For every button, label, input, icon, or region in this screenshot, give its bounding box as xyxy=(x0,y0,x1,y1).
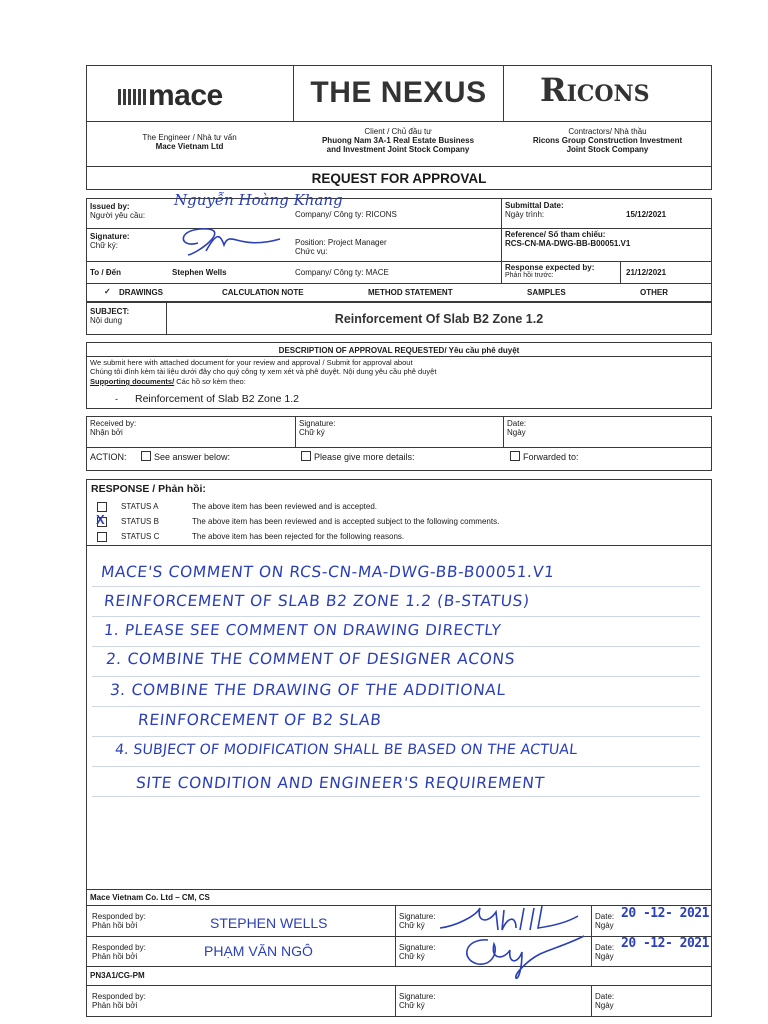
to-label: To / Đến xyxy=(90,268,121,277)
to-name: Stephen Wells xyxy=(172,268,227,277)
received-frame xyxy=(86,416,712,471)
responded-by-label-3: Responded by: Phản hồi bởi xyxy=(92,992,146,1010)
more-details-checkbox[interactable] xyxy=(301,451,311,461)
comment-line-7: 4. SUBJECT OF MODIFICATION SHALL BE BASED ON THE ACTUAL xyxy=(114,742,578,758)
signoff-signature-label-3: Signature: Chữ ký xyxy=(399,992,436,1010)
signoff-date-2: 20 -12- 2021 xyxy=(621,936,709,951)
status-c-label: STATUS C xyxy=(121,532,160,541)
status-b-desc: The above item has been reviewed and is accepted subject to the following comments. xyxy=(192,517,500,526)
response-title: RESPONSE / Phản hồi: xyxy=(91,483,206,495)
project-name: THE NEXUS xyxy=(310,76,487,109)
submittal-date-label: Submittal Date: Ngày trình: xyxy=(505,201,564,219)
responder-name-1: STEPHEN WELLS xyxy=(210,915,328,931)
forwarded-label: Forwarded to: xyxy=(523,452,579,462)
supporting-doc-item: Reinforcement of Slab B2 Zone 1.2 xyxy=(135,393,300,405)
signature-label: Signature: Chữ ký: xyxy=(90,232,130,250)
forwarded-checkbox[interactable] xyxy=(510,451,520,461)
status-a-checkbox[interactable] xyxy=(97,502,107,512)
signoff-date-1: 20 -12- 2021 xyxy=(621,906,709,921)
comment-line-3: 1. PLEASE SEE COMMENT ON DRAWING DIRECTLY xyxy=(103,621,503,639)
comment-line-2: REINFORCEMENT OF SLAB B2 ZONE 1.2 (B-STATUS) xyxy=(103,592,531,610)
description-line-1: We submit here with attached document for your review and approval / Submit for approval about xyxy=(90,358,413,367)
comment-line-5: 3. COMBINE THE DRAWING OF THE ADDITIONAL xyxy=(109,681,507,699)
action-label: ACTION: xyxy=(90,452,127,462)
responded-by-label-2: Responded by: Phản hồi bởi xyxy=(92,943,146,961)
see-answer-label: See answer below: xyxy=(154,452,231,462)
type-method-statement: METHOD STATEMENT xyxy=(368,288,453,297)
signoff-org-1: Mace Vietnam Co. Ltd – CM, CS xyxy=(90,893,210,902)
issuer-handwritten-name: Nguyễn Hoàng Khang xyxy=(174,191,343,209)
client-block: Client / Chủ đầu tư Phuong Nam 3A-1 Real Estate Business and Investment Joint Stock Company xyxy=(321,127,475,154)
subject-label: SUBJECT: Nội dung xyxy=(90,307,130,325)
response-expected-label: Response expected by: Phản hồi trước: xyxy=(505,263,595,279)
engineer-block: The Engineer / Nhà tư vấn Mace Vietnam Ltd xyxy=(142,133,237,151)
status-a-label: STATUS A xyxy=(121,502,159,511)
company-to: Company/ Công ty: MACE xyxy=(295,268,389,277)
reference-block: Reference/ Số tham chiếu: RCS-CN-MA-DWG-BB-B00051.V1 xyxy=(505,230,631,248)
description-line-2: Chúng tôi đính kèm tài liệu dưới đây cho quý công ty xem xét và phê duyệt. Nội dung yêu cầu phê duyệt xyxy=(90,367,437,376)
submittal-date: 15/12/2021 xyxy=(626,210,667,219)
more-details-label: Please give more details: xyxy=(314,452,415,462)
signoff-date-label-1: Date: Ngày xyxy=(595,912,615,930)
signoff-signature-label-2: Signature: Chữ ký xyxy=(399,943,436,961)
comment-line-6: REINFORCEMENT OF B2 SLAB xyxy=(137,711,383,729)
type-other: OTHER xyxy=(640,288,668,297)
comment-line-8: SITE CONDITION AND ENGINEER'S REQUIREMENT xyxy=(135,774,546,792)
received-by-label: Received by: Nhận bởi xyxy=(90,419,137,437)
status-c-checkbox[interactable] xyxy=(97,532,107,542)
status-c-desc: The above item has been rejected for the following reasons. xyxy=(192,532,405,541)
responder-name-2: PHẠM VĂN NGÔ xyxy=(204,943,313,959)
response-expected-date: 21/12/2021 xyxy=(626,268,667,277)
responded-by-label-1: Responded by: Phản hồi bởi xyxy=(92,912,146,930)
see-answer-checkbox[interactable] xyxy=(141,451,151,461)
type-samples: SAMPLES xyxy=(527,288,566,297)
position-block: Position: Project Manager Chức vụ: xyxy=(295,238,387,256)
ricons-logo: Ricons xyxy=(540,71,650,109)
responder-signature-2 xyxy=(458,930,588,982)
description-title: DESCRIPTION OF APPROVAL REQUESTED/ Yêu cầu phê duyệt xyxy=(278,346,520,355)
status-b-label: STATUS B xyxy=(121,517,159,526)
status-a-desc: The above item has been reviewed and is accepted. xyxy=(192,502,378,511)
issued-by-label: Issued by: Người yêu cầu: xyxy=(90,202,146,220)
status-b-mark-icon: X xyxy=(96,512,105,527)
issuer-signature xyxy=(168,221,288,261)
signoff-date-label-3: Date: Ngày xyxy=(595,992,615,1010)
comment-line-4: 2. COMBINE THE COMMENT OF DESIGNER ACONS xyxy=(105,650,517,668)
signoff-date-label-2: Date: Ngày xyxy=(595,943,615,961)
supporting-doc-dash: - xyxy=(115,394,118,404)
type-drawings: DRAWINGS xyxy=(119,288,163,297)
drawings-check-icon: ✓ xyxy=(104,287,111,296)
supporting-documents: Supporting documents/ Các hồ sơ kèm theo: xyxy=(90,377,246,386)
form-title: REQUEST FOR APPROVAL xyxy=(311,171,487,186)
company-issuer: Company/ Công ty: RICONS xyxy=(295,210,397,219)
subject-value: Reinforcement Of Slab B2 Zone 1.2 xyxy=(334,312,544,326)
comment-line-1: MACE'S COMMENT ON RCS-CN-MA-DWG-BB-B00051.V1 xyxy=(100,563,556,581)
signoff-signature-label-1: Signature: Chữ ký xyxy=(399,912,436,930)
signoff-org-2: PN3A1/CG-PM xyxy=(90,971,145,980)
mace-logo-text: mace xyxy=(148,79,223,112)
contractor-block: Contractors/ Nhà thầu Ricons Group Construction Investment Joint Stock Company xyxy=(532,127,683,154)
type-calculation-note: CALCULATION NOTE xyxy=(222,288,304,297)
received-signature-label: Signature: Chữ ký xyxy=(299,419,336,437)
mace-logo xyxy=(118,80,268,110)
received-date-label: Date: Ngày xyxy=(507,419,527,437)
